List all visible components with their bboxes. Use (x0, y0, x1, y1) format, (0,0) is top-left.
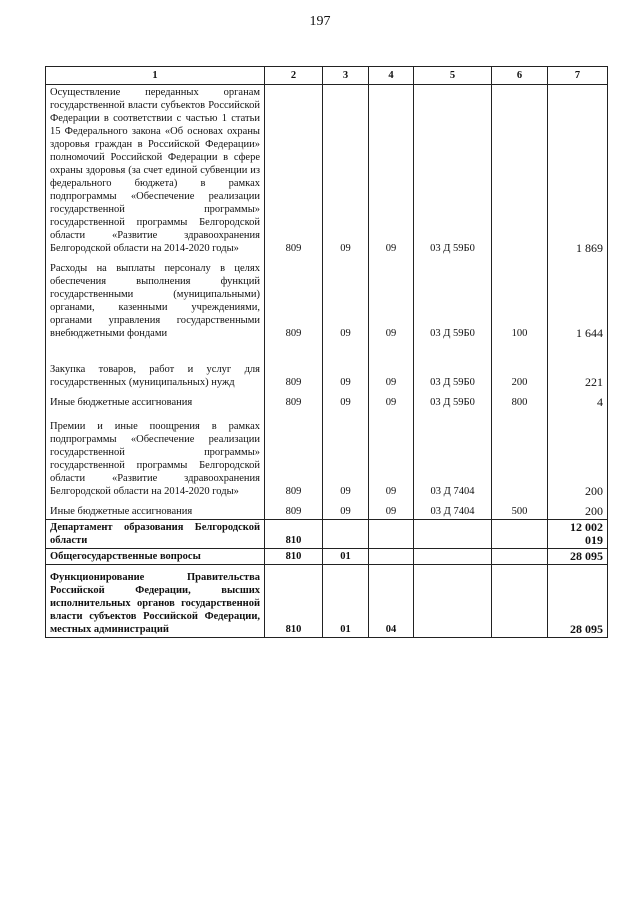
row-vr (492, 520, 548, 549)
row-name: Общегосударственные вопросы (46, 549, 265, 565)
table-row (46, 341, 608, 390)
col-header-7: 7 (548, 67, 608, 85)
row-csr (414, 549, 492, 565)
table-row (46, 499, 608, 520)
row-rz: 09 (323, 85, 369, 257)
row-vr: 200 (492, 341, 548, 390)
row-csr: 03 Д 7404 (414, 410, 492, 499)
row-name: Департамент образования Белгородской области (46, 520, 265, 549)
row-ved: 810 (265, 565, 323, 638)
row-sum: 200 (548, 499, 608, 520)
row-rz: 01 (323, 565, 369, 638)
row-csr: 03 Д 59Б0 (414, 85, 492, 257)
row-name: Премии и иные поощрения в рамках подпрограммы «Обеспечение реализации государственной программы» государственной программы Белгородской области «Развитие здравоохранения Белгородской области на 2014-2020 годы» (46, 410, 265, 499)
row-rz: 09 (323, 256, 369, 341)
row-pr: 09 (369, 390, 414, 410)
row-rz: 01 (323, 549, 369, 565)
row-pr: 09 (369, 410, 414, 499)
row-name: Функционирование Правительства Российской Федерации, высших исполнительных органов государственной власти субъектов Российской Федерации, местных администраций (46, 565, 265, 638)
row-rz: 09 (323, 341, 369, 390)
col-header-4: 4 (369, 67, 414, 85)
row-vr (492, 410, 548, 499)
row-rz: 09 (323, 499, 369, 520)
table-header-row (46, 67, 608, 85)
row-name: Закупка товаров, работ и услуг для государственных (муниципальных) нужд (46, 341, 265, 390)
table-row (46, 565, 608, 638)
row-csr (414, 565, 492, 638)
col-header-3: 3 (323, 67, 369, 85)
row-ved: 809 (265, 499, 323, 520)
row-sum: 1 644 (548, 256, 608, 341)
row-sum: 12 002 019 (548, 520, 608, 549)
row-sum: 4 (548, 390, 608, 410)
row-rz (323, 520, 369, 549)
table-row (46, 256, 608, 341)
row-csr: 03 Д 59Б0 (414, 390, 492, 410)
row-vr (492, 565, 548, 638)
col-header-2: 2 (265, 67, 323, 85)
row-ved: 809 (265, 410, 323, 499)
row-ved: 809 (265, 85, 323, 257)
col-header-5: 5 (414, 67, 492, 85)
row-pr (369, 549, 414, 565)
row-csr: 03 Д 7404 (414, 499, 492, 520)
row-pr (369, 520, 414, 549)
row-ved: 809 (265, 390, 323, 410)
row-csr: 03 Д 59Б0 (414, 341, 492, 390)
row-vr: 100 (492, 256, 548, 341)
row-ved: 810 (265, 520, 323, 549)
table-row (46, 549, 608, 565)
row-sum: 221 (548, 341, 608, 390)
row-pr: 09 (369, 341, 414, 390)
row-pr: 09 (369, 499, 414, 520)
col-header-6: 6 (492, 67, 548, 85)
row-name: Иные бюджетные ассигнования (46, 499, 265, 520)
table-row (46, 390, 608, 410)
col-header-1: 1 (46, 67, 265, 85)
row-pr: 09 (369, 256, 414, 341)
row-sum: 28 095 (548, 549, 608, 565)
table-row (46, 520, 608, 549)
row-sum: 1 869 (548, 85, 608, 257)
page-number: 197 (309, 14, 331, 29)
row-pr: 09 (369, 85, 414, 257)
row-name: Осуществление переданных органам государственной власти субъектов Российской Федерации в соответствии с частью 1 статьи 15 Федерального закона «Об основах охраны здоровья граждан в Российской Федерации» полномочий Российской Федерации в сфере охраны здоровья (за счет единой субвенции из федерального бюджета) в рамках подпрограммы «Обеспечение реализации государственной программы» государственной программы Белгородской области «Развитие здравоохранения Белгородской области на 2014-2020 годы» (46, 85, 265, 257)
row-vr: 500 (492, 499, 548, 520)
budget-table (45, 66, 608, 638)
row-rz: 09 (323, 390, 369, 410)
row-vr (492, 85, 548, 257)
row-vr: 800 (492, 390, 548, 410)
row-sum: 28 095 (548, 565, 608, 638)
table-row (46, 410, 608, 499)
row-ved: 809 (265, 341, 323, 390)
row-name: Иные бюджетные ассигнования (46, 390, 265, 410)
row-vr (492, 549, 548, 565)
row-rz: 09 (323, 410, 369, 499)
row-ved: 810 (265, 549, 323, 565)
row-ved: 809 (265, 256, 323, 341)
row-name: Расходы на выплаты персоналу в целях обеспечения выполнения функций государственными (муниципальными) органами, казенными учреждениями, органами управления государственными внебюджетными фондами (46, 256, 265, 341)
row-sum: 200 (548, 410, 608, 499)
row-pr: 04 (369, 565, 414, 638)
row-csr: 03 Д 59Б0 (414, 256, 492, 341)
table-row (46, 85, 608, 257)
row-csr (414, 520, 492, 549)
